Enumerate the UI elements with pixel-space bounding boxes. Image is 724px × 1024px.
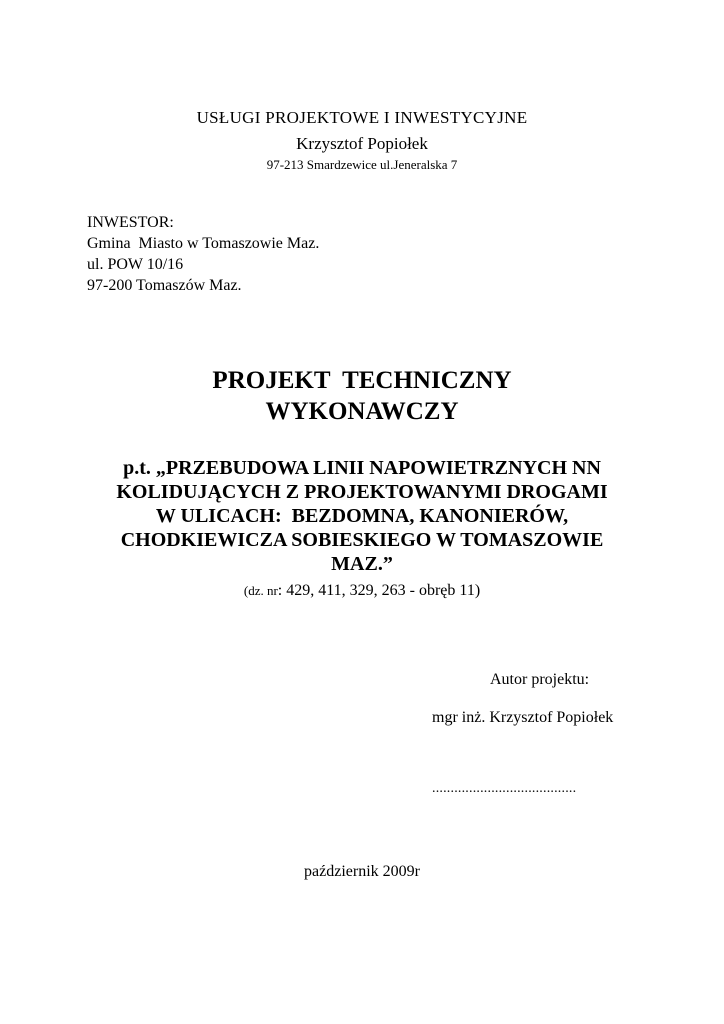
investor-name: Gmina Miasto w Tomaszowie Maz. <box>87 235 320 252</box>
author-label: Autor projektu: <box>490 671 590 688</box>
document-type <box>0 365 724 427</box>
subject-line: KOLIDUJĄCYCH Z PROJEKTOWANYMI DROGAMI <box>116 481 608 503</box>
investor-label: INWESTOR: <box>87 214 174 231</box>
investor-block <box>87 212 319 296</box>
parcel-prefix: (dz. nr <box>243 583 278 598</box>
subject-line: p.t. „PRZEBUDOWA LINII NAPOWIETRZNYCH NN <box>123 457 601 479</box>
subject-line: CHODKIEWICZA SOBIESKIEGO W TOMASZOWIE <box>120 529 604 551</box>
parcel-numbers <box>0 581 724 601</box>
signature-line: ....................................... <box>432 781 577 796</box>
company-name: USŁUGI PROJEKTOWE I INWESTYCYJNE <box>196 108 528 127</box>
investor-street: ul. POW 10/16 <box>87 256 184 273</box>
company-address: 97-213 Smardzewice ul.Jeneralska 7 <box>266 157 458 172</box>
subject-line: MAZ.” <box>331 553 393 575</box>
company-person: Krzysztof Popiołek <box>296 134 428 153</box>
subject-line: W ULICACH: BEZDOMNA, KANONIERÓW, <box>155 505 569 527</box>
project-subject <box>62 456 662 576</box>
author-name: mgr inż. Krzysztof Popiołek <box>432 709 614 726</box>
investor-city: 97-200 Tomaszów Maz. <box>87 277 242 294</box>
parcel-values: : 429, 411, 329, 263 - obręb 11) <box>277 582 481 599</box>
document-date: październik 2009r <box>304 863 420 880</box>
document-type-line: PROJEKT TECHNICZNY <box>212 367 512 394</box>
document-type-line: WYKONAWCZY <box>265 398 459 425</box>
